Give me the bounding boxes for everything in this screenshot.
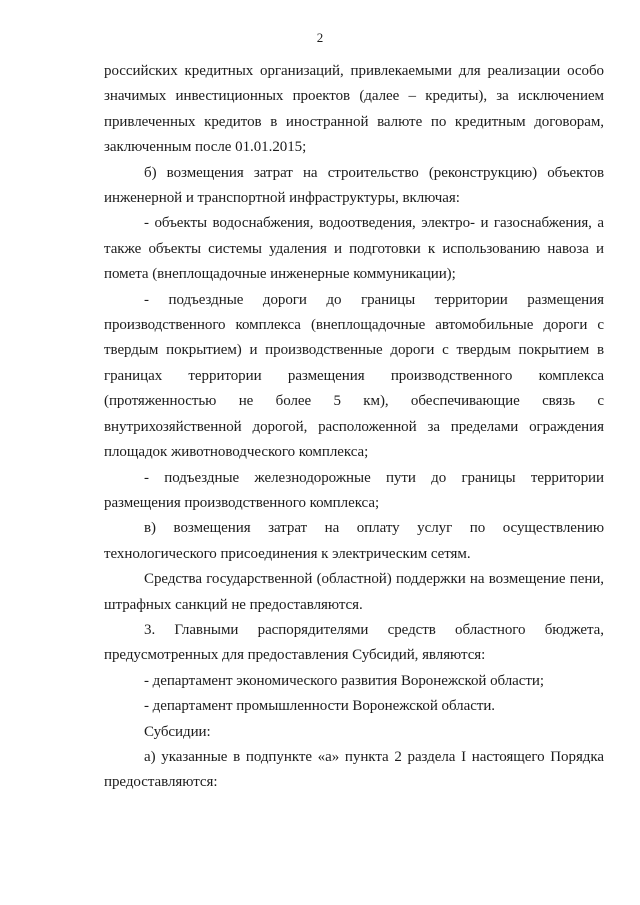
paragraph-subsidies: Субсидии: — [144, 723, 211, 740]
paragraph-dept-economic: - департамент экономического развития Воронежской области; — [144, 672, 544, 689]
paragraph-item-a: а) указанные в подпункте «а» пункта 2 раздела I настоящего Порядка предоставляются: — [104, 748, 604, 791]
document-body — [104, 59, 604, 796]
paragraph-item-b: б) возмещения затрат на строительство (реконструкцию) объектов инженерной и транспортной инфраструктуры, включая: — [104, 164, 604, 207]
paragraph-utilities: - объекты водоснабжения, водоотведения, электро- и газоснабжения, а также объекты системы удаления и подготовки к использованию навоза и помета (внеплощадочные инженерные коммуникации); — [104, 215, 604, 283]
paragraph-access-roads: - подъездные дороги до границы территории размещения производственного комплекса (внеплощадочные автомобильные дороги с твердым покрытием) и производственные дороги с твердым покрытием в границах территории размещения производственного комплекса (протяженностью не более 5 км), обеспечивающие связь с внутрихозяйственной дорогой, расположенной за пределами ограждения площадок животноводческого комплекса; — [104, 291, 604, 461]
paragraph-railway: - подъездные железнодорожные пути до границы территории размещения производственного комплекса; — [104, 469, 604, 511]
paragraph-credits-continuation: российских кредитных организаций, привлекаемыми для реализации особо значимых инвестиционных проектов (далее – кредиты), за исключением привлеченных кредитов в иностранной валюте по кредитным договорам, заключенным после 01.01.2015; — [104, 63, 604, 156]
paragraph-item-3: 3. Главными распорядителями средств областного бюджета, предусмотренных для предоставления Субсидий, являются: — [104, 621, 604, 664]
page-number: 2 — [316, 30, 324, 45]
paragraph-penalties: Средства государственной (областной) поддержки на возмещение пени, штрафных санкций не предоставляются. — [104, 571, 604, 613]
paragraph-item-v: в) возмещения затрат на оплату услуг по осуществлению технологического присоединения к электрическим сетям. — [104, 520, 604, 562]
paragraph-dept-industry: - департамент промышленности Воронежской области. — [144, 698, 496, 715]
